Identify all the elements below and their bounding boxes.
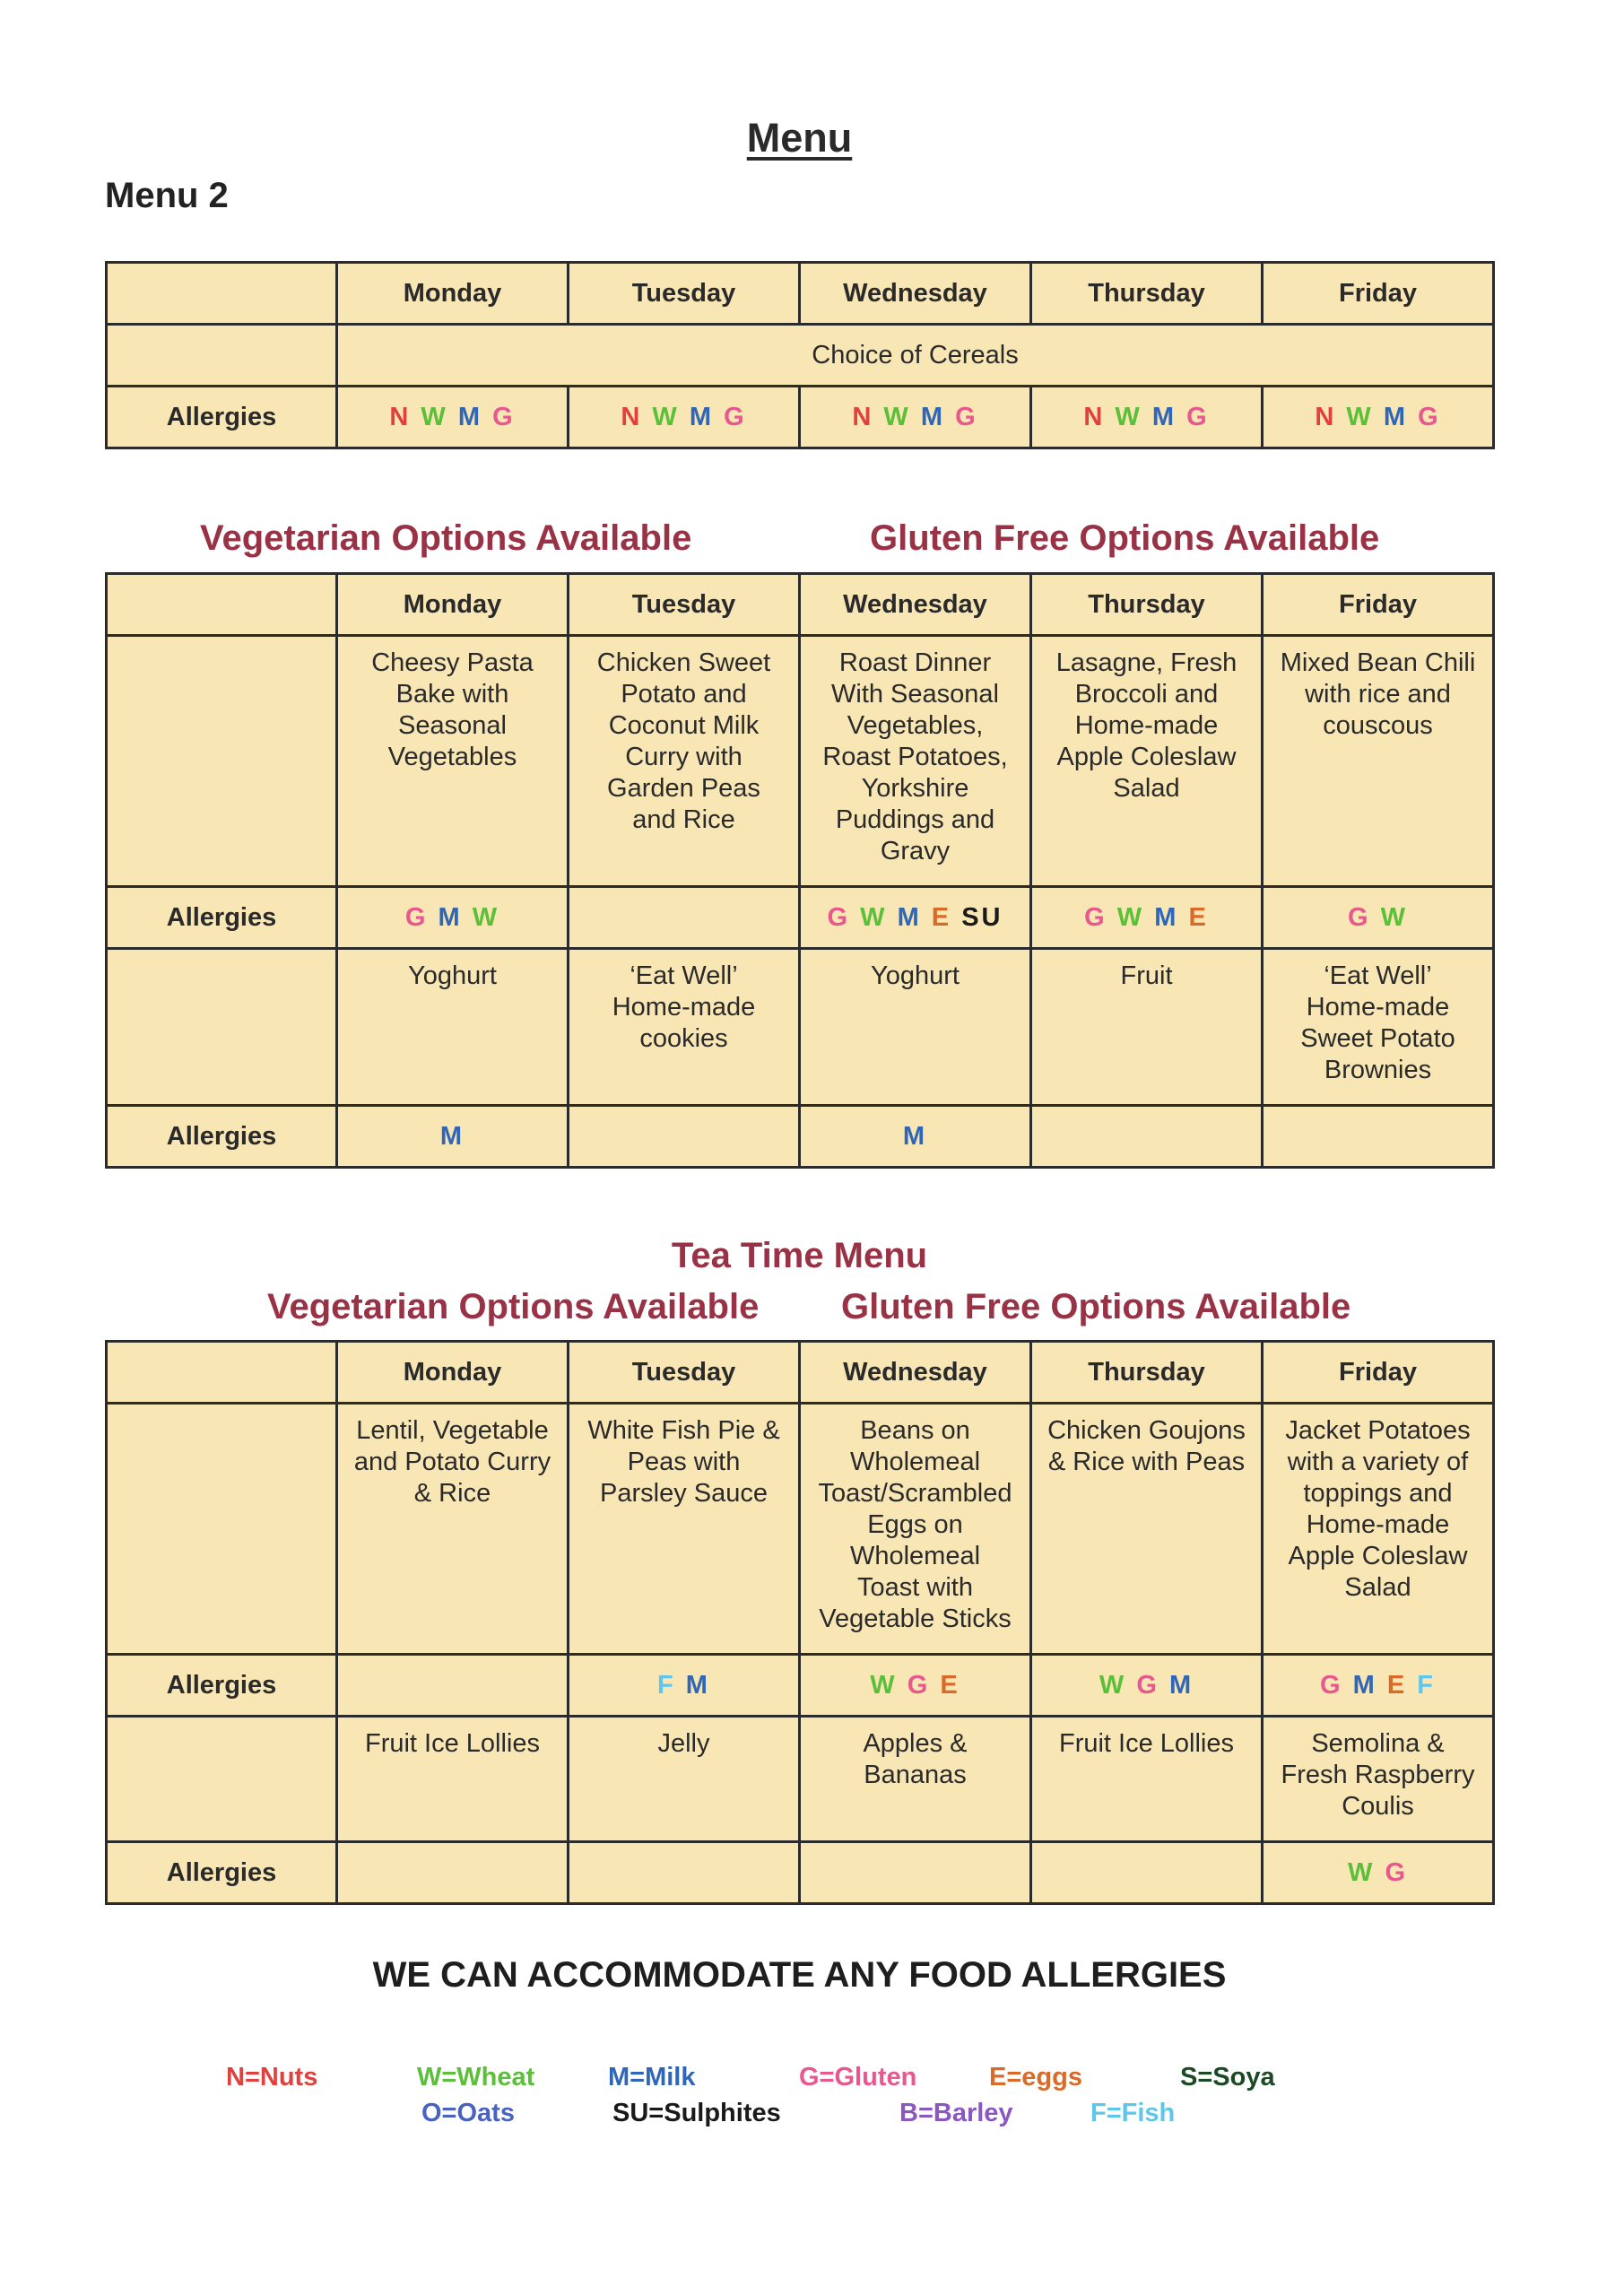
allergy-code: G: [1084, 902, 1107, 932]
allergy-codes: [1031, 1842, 1263, 1904]
meal-line: Apple Coleslaw: [1288, 1542, 1468, 1570]
allergy-codes: [569, 387, 800, 448]
allergies-row: [107, 1655, 1494, 1717]
allergy-codes: [1263, 387, 1494, 448]
allergy-codes: [1031, 387, 1263, 448]
meal-line: Roast Potatoes,: [822, 743, 1008, 771]
day-header: Monday: [337, 1342, 569, 1404]
meal-line: Seasonal: [398, 711, 507, 740]
allergy-code: G: [827, 902, 851, 932]
allergy-code: G: [1186, 402, 1210, 431]
desserts-row: [107, 949, 1494, 1106]
meal-cell: [1263, 636, 1494, 887]
allergy-codes: [337, 887, 569, 949]
allergy-codes: [800, 387, 1031, 448]
allergy-code: M: [439, 1121, 465, 1151]
dessert-cell: [337, 1717, 569, 1842]
meal-line: Fruit Ice Lollies: [364, 1729, 540, 1758]
meal-line: with a variety of: [1287, 1448, 1469, 1476]
meal-cell: [337, 1404, 569, 1655]
allergy-code: E: [1386, 1670, 1408, 1700]
day-header: Friday: [1263, 574, 1494, 636]
legend-sulphites: SU=Sulphites: [612, 2099, 781, 2127]
allergy-code: G: [1385, 1857, 1408, 1887]
allergy-code: G: [1320, 1670, 1343, 1700]
breakfast-table: [105, 261, 1495, 449]
allergy-codes: [337, 387, 569, 448]
legend-wheat: W=Wheat: [417, 2063, 535, 2092]
meal-line: Gravy: [880, 837, 951, 865]
dessert-cell: [1263, 949, 1494, 1106]
meal-line: & Rice: [413, 1479, 491, 1508]
allergies-row: [107, 1106, 1494, 1168]
allergy-code: W: [883, 402, 911, 431]
header-blank: [107, 263, 337, 325]
allergy-code: G: [1136, 1670, 1159, 1700]
tea-gluten-free-heading: Gluten Free Options Available: [841, 1287, 1351, 1326]
allergy-code: G: [404, 902, 429, 932]
meal-line: Garden Peas: [607, 774, 760, 803]
lunch-table: [105, 572, 1495, 1169]
allergy-notice: WE CAN ACCOMMODATE ANY FOOD ALLERGIES: [372, 1955, 1227, 1995]
meal-line: couscous: [1323, 711, 1433, 740]
allergy-code: W: [1348, 1857, 1376, 1887]
mains-row: [107, 636, 1494, 887]
allergies-label: Allergies: [107, 1842, 337, 1904]
meal-cell: [569, 1404, 800, 1655]
meal-line: Salad: [1113, 774, 1180, 803]
allergy-codes: [569, 887, 800, 949]
allergy-code: M: [689, 402, 714, 431]
allergy-code: M: [1352, 1670, 1377, 1700]
allergy-codes: [337, 1655, 569, 1717]
meal-line: With Seasonal: [831, 680, 999, 709]
allergy-code: W: [870, 1670, 898, 1700]
meal-line: Semolina &: [1311, 1729, 1445, 1758]
meal-line: Apple Coleslaw: [1056, 743, 1237, 771]
allergy-code: W: [860, 902, 888, 932]
meal-line: Parsley Sauce: [600, 1479, 768, 1508]
allergy-code: W: [1346, 402, 1374, 431]
allergy-code: G: [1418, 402, 1441, 431]
cereals-cell: Choice of Cereals: [337, 325, 1494, 387]
row-label-blank: [107, 325, 337, 387]
allergy-code: M: [1383, 402, 1408, 431]
meal-line: Bake with: [395, 680, 509, 709]
meal-line: Peas with: [627, 1448, 741, 1476]
cereals-row: [107, 325, 1494, 387]
day-header: Tuesday: [569, 1342, 800, 1404]
meal-cell: [800, 636, 1031, 887]
allergy-codes: [337, 1106, 569, 1168]
allergy-code: N: [389, 402, 412, 431]
allergy-code: E: [931, 902, 952, 932]
meal-line: Coulis: [1342, 1792, 1414, 1821]
dessert-cell: [1263, 1717, 1494, 1842]
meal-line: White Fish Pie &: [587, 1416, 780, 1445]
meal-line: Beans on: [860, 1416, 970, 1445]
allergy-code: G: [907, 1670, 931, 1700]
meal-cell: [1263, 1404, 1494, 1655]
meal-line: Potato and: [621, 680, 747, 709]
allergy-code: M: [1151, 402, 1177, 431]
allergy-code: M: [685, 1670, 710, 1700]
day-header: Wednesday: [800, 1342, 1031, 1404]
meal-line: Home-made: [1306, 1510, 1450, 1539]
meal-line: Toast/Scrambled: [818, 1479, 1012, 1508]
allergy-code: W: [1380, 902, 1408, 932]
allergy-code: G: [492, 402, 516, 431]
allergies-row: [107, 1842, 1494, 1904]
day-header: Friday: [1263, 1342, 1494, 1404]
allergy-codes: [1263, 887, 1494, 949]
allergy-code: G: [724, 402, 747, 431]
day-header: Tuesday: [569, 574, 800, 636]
allergy-code: M: [920, 402, 945, 431]
header-row: [107, 1342, 1494, 1404]
meal-line: Eggs on: [867, 1510, 963, 1539]
meal-line: Roast Dinner: [838, 648, 992, 677]
day-header: Wednesday: [800, 263, 1031, 325]
day-header: Thursday: [1031, 574, 1263, 636]
meal-line: Vegetables,: [847, 711, 984, 740]
allergy-code: N: [1083, 402, 1106, 431]
row-label-blank: [107, 636, 337, 887]
meal-line: & Rice with Peas: [1047, 1448, 1246, 1476]
dessert-cell: [800, 949, 1031, 1106]
allergy-codes: [800, 1842, 1031, 1904]
allergies-label: Allergies: [107, 1655, 337, 1717]
legend-nuts: N=Nuts: [226, 2063, 318, 2092]
meal-line: toppings and: [1303, 1479, 1453, 1508]
meal-cell: [1031, 636, 1263, 887]
meal-line: Toast with: [857, 1573, 973, 1602]
day-header: Wednesday: [800, 574, 1031, 636]
allergy-codes: [1031, 1655, 1263, 1717]
allergy-codes: [337, 1842, 569, 1904]
allergy-codes: [569, 1655, 800, 1717]
meal-cell: [569, 636, 800, 887]
meal-line: Wholemeal: [849, 1542, 981, 1570]
meal-line: Yorkshire: [861, 774, 969, 803]
legend-fish: F=Fish: [1090, 2099, 1176, 2127]
legend-barley: B=Barley: [899, 2099, 1013, 2127]
desserts-row: [107, 1717, 1494, 1842]
allergy-code: F: [1417, 1670, 1436, 1700]
allergy-code: M: [457, 402, 482, 431]
allergy-code: G: [1348, 902, 1371, 932]
menu-label: Menu 2: [105, 176, 229, 215]
lunch-gluten-free-heading: Gluten Free Options Available: [870, 518, 1380, 558]
meal-line: Mixed Bean Chili: [1280, 648, 1476, 677]
meal-line: and Rice: [632, 805, 735, 834]
allergy-codes: [569, 1106, 800, 1168]
dessert-cell: [337, 949, 569, 1106]
meal-line: ‘Eat Well’: [630, 961, 738, 990]
day-header: Tuesday: [569, 263, 800, 325]
allergy-code: W: [472, 902, 500, 932]
allergies-label: Allergies: [107, 887, 337, 949]
allergy-code: W: [421, 402, 448, 431]
meal-line: Jacket Potatoes: [1285, 1416, 1471, 1445]
meal-cell: [800, 1404, 1031, 1655]
meal-line: Brownies: [1324, 1056, 1432, 1084]
meal-line: Puddings and: [835, 805, 995, 834]
header-blank: [107, 1342, 337, 1404]
meal-line: Lasagne, Fresh: [1055, 648, 1238, 677]
allergy-codes: [1031, 1106, 1263, 1168]
dessert-cell: [569, 1717, 800, 1842]
meal-line: Yoghurt: [408, 961, 497, 990]
meal-line: Fruit Ice Lollies: [1058, 1729, 1234, 1758]
allergy-code: W: [652, 402, 680, 431]
meal-line: Apples &: [863, 1729, 968, 1758]
header-row: [107, 263, 1494, 325]
meal-line: Vegetable Sticks: [819, 1605, 1012, 1633]
meal-line: Chicken Sweet: [596, 648, 771, 677]
allergy-codes: [1263, 1106, 1494, 1168]
allergy-codes: [569, 1842, 800, 1904]
allergies-label: Allergies: [107, 1106, 337, 1168]
row-label-blank: [107, 949, 337, 1106]
tea-table: [105, 1340, 1495, 1905]
meal-line: Fruit: [1120, 961, 1173, 990]
legend-milk: M=Milk: [608, 2063, 696, 2092]
legend-soya: S=Soya: [1180, 2063, 1275, 2092]
allergy-code: N: [621, 402, 643, 431]
header-blank: [107, 574, 337, 636]
legend-eggs: E=eggs: [989, 2063, 1082, 2092]
meal-line: Sweet Potato: [1300, 1024, 1455, 1053]
allergy-codes: [800, 1655, 1031, 1717]
day-header: Thursday: [1031, 1342, 1263, 1404]
allergy-code: G: [955, 402, 978, 431]
meal-line: Wholemeal: [849, 1448, 981, 1476]
day-header: Monday: [337, 263, 569, 325]
row-label-blank: [107, 1404, 337, 1655]
allergy-code: N: [852, 402, 874, 431]
allergy-code: SU: [961, 902, 1003, 932]
allergy-code: M: [897, 902, 922, 932]
allergy-code: N: [1315, 402, 1337, 431]
allergy-code: W: [1115, 402, 1142, 431]
meal-cell: [337, 636, 569, 887]
mains-row: [107, 1404, 1494, 1655]
allergy-code: E: [1188, 902, 1209, 932]
meal-line: Coconut Milk: [608, 711, 760, 740]
row-label-blank: [107, 1717, 337, 1842]
dessert-cell: [1031, 949, 1263, 1106]
meal-line: Chicken Goujons: [1047, 1416, 1246, 1445]
allergy-codes: [800, 887, 1031, 949]
allergy-code: M: [438, 902, 463, 932]
day-header: Thursday: [1031, 263, 1263, 325]
allergies-row: [107, 887, 1494, 949]
meal-line: Home-made: [1306, 993, 1450, 1022]
meal-line: Curry with: [625, 743, 743, 771]
dessert-cell: [1031, 1717, 1263, 1842]
day-header: Monday: [337, 574, 569, 636]
meal-line: Salad: [1344, 1573, 1411, 1602]
meal-line: Cheesy Pasta: [371, 648, 534, 677]
meal-line: Yoghurt: [871, 961, 960, 990]
dessert-cell: [800, 1717, 1031, 1842]
meal-line: with rice and: [1305, 680, 1451, 709]
day-header: Friday: [1263, 263, 1494, 325]
page-title: Menu: [746, 115, 853, 161]
meal-line: Lentil, Vegetable: [356, 1416, 549, 1445]
allergy-code: M: [1168, 1670, 1194, 1700]
allergy-codes: [1263, 1842, 1494, 1904]
allergy-code: M: [1154, 902, 1179, 932]
meal-line: Broccoli and: [1074, 680, 1219, 709]
allergy-code: M: [902, 1121, 928, 1151]
allergies-label: Allergies: [107, 387, 337, 448]
meal-line: Fresh Raspberry: [1281, 1761, 1475, 1789]
meal-line: Home-made: [612, 993, 756, 1022]
meal-line: Home-made: [1074, 711, 1219, 740]
allergy-codes: [800, 1106, 1031, 1168]
meal-line: and Potato Curry: [353, 1448, 551, 1476]
allergy-codes: [1263, 1655, 1494, 1717]
meal-cell: [1031, 1404, 1263, 1655]
allergy-code: W: [1099, 1670, 1127, 1700]
allergy-code: F: [657, 1670, 676, 1700]
meal-line: Vegetables: [387, 743, 517, 771]
lunch-vegetarian-heading: Vegetarian Options Available: [200, 518, 692, 558]
header-row: [107, 574, 1494, 636]
legend-gluten: G=Gluten: [799, 2063, 917, 2092]
allergy-codes: [1031, 887, 1263, 949]
meal-line: Bananas: [864, 1761, 967, 1789]
meal-line: Jelly: [657, 1729, 710, 1758]
dessert-cell: [569, 949, 800, 1106]
tea-time-heading: Tea Time Menu: [671, 1236, 928, 1275]
allergy-code: W: [1116, 902, 1145, 932]
meal-line: ‘Eat Well’: [1324, 961, 1432, 990]
meal-line: cookies: [639, 1024, 728, 1053]
allergy-code: E: [940, 1670, 960, 1700]
legend-oats: O=Oats: [421, 2099, 515, 2127]
tea-vegetarian-heading: Vegetarian Options Available: [267, 1287, 760, 1326]
allergies-row: [107, 387, 1494, 448]
